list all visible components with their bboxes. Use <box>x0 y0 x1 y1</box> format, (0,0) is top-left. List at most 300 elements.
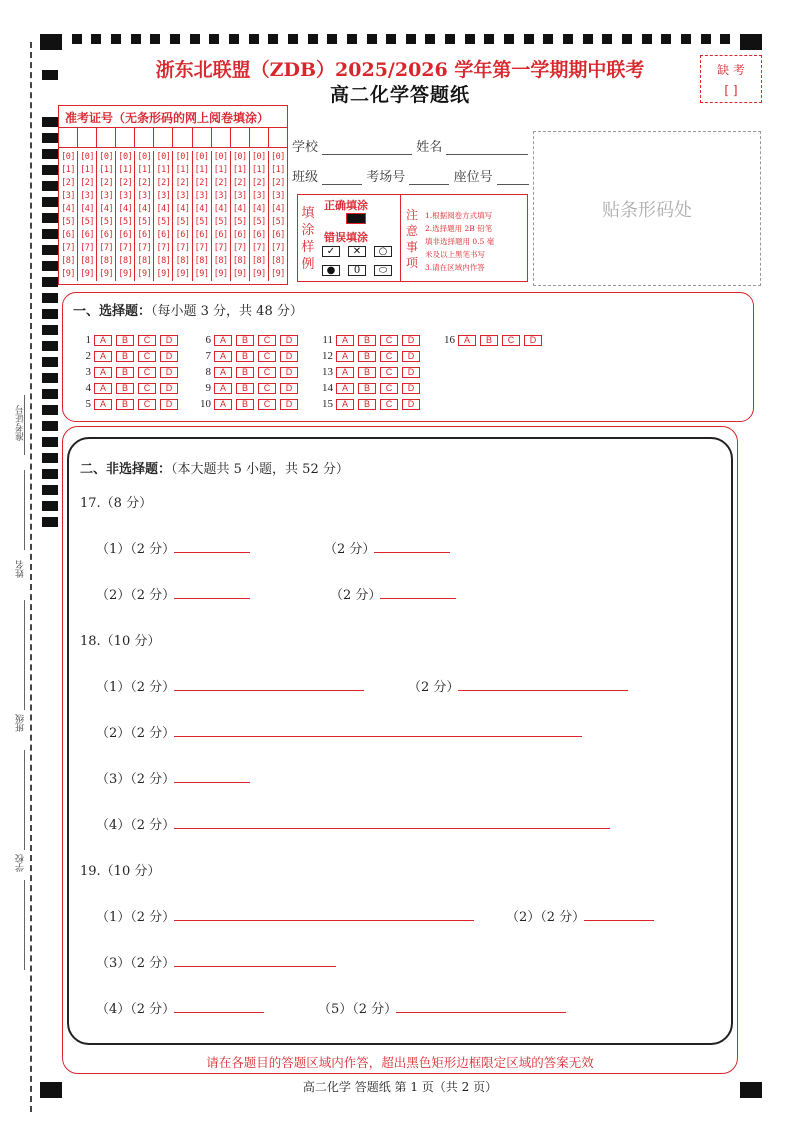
id-digit-bubble[interactable]: [6] <box>194 230 209 240</box>
id-digit-bubble[interactable]: [9] <box>232 269 247 279</box>
id-digit-bubble[interactable]: [0] <box>61 152 75 162</box>
timing-mark <box>504 34 514 44</box>
timing-mark <box>42 453 58 463</box>
id-digit-bubble[interactable]: [9] <box>61 269 75 279</box>
id-digit-bubble[interactable]: [0] <box>194 152 209 162</box>
id-digit-bubble[interactable]: [9] <box>137 269 152 279</box>
mc-option-bubble[interactable]: C <box>138 367 156 378</box>
mc-option-bubble[interactable]: D <box>280 383 298 394</box>
id-digit-column <box>154 151 173 281</box>
mc-option-bubble[interactable]: A <box>94 399 112 410</box>
id-digit-bubble[interactable]: [3] <box>213 191 228 201</box>
mc-option-bubble[interactable]: B <box>116 351 134 362</box>
id-digit-bubble[interactable]: [2] <box>137 178 152 188</box>
id-digit-write-cell[interactable] <box>59 128 78 147</box>
id-digit-bubble[interactable]: [6] <box>99 230 114 240</box>
mc-option-bubble[interactable]: C <box>258 335 276 346</box>
mc-question-row <box>77 382 182 394</box>
q18-part3-answer-line[interactable] <box>174 782 250 783</box>
mc-question-row <box>197 382 302 394</box>
id-digit-bubble[interactable]: [2] <box>251 178 266 188</box>
mc-question-row <box>197 334 302 346</box>
id-digit-write-cell[interactable] <box>135 128 154 147</box>
id-digit-write-cell[interactable] <box>97 128 116 147</box>
school-field[interactable] <box>292 136 528 155</box>
id-digit-bubble[interactable]: [2] <box>61 178 75 188</box>
mc-option-bubble[interactable]: A <box>336 367 354 378</box>
q17-part2b-answer-line[interactable] <box>380 598 456 599</box>
timing-mark <box>602 34 612 44</box>
id-digit-bubble[interactable]: [7] <box>213 243 228 253</box>
candidate-id-label: 准考证号（无条形码的网上阅卷填涂） <box>59 106 287 128</box>
id-digit-column <box>78 151 97 281</box>
id-digit-bubble[interactable]: [8] <box>232 256 247 266</box>
mc-option-bubble[interactable]: A <box>214 383 232 394</box>
id-digit-bubble[interactable]: [1] <box>213 165 228 175</box>
id-digit-bubble[interactable]: [8] <box>175 256 190 266</box>
id-digit-write-cell[interactable] <box>193 128 212 147</box>
mc-option-bubble[interactable]: C <box>138 399 156 410</box>
mc-question-row <box>77 334 182 346</box>
mc-option-bubble[interactable]: C <box>138 335 156 346</box>
notice-items <box>425 209 494 274</box>
mc-question-number: 8 <box>205 366 211 378</box>
timing-mark <box>42 485 58 495</box>
mc-question-row <box>197 350 302 362</box>
timing-mark <box>563 34 573 44</box>
id-digit-bubble[interactable]: [4] <box>156 204 171 214</box>
absent-box[interactable] <box>700 55 762 103</box>
id-digit-bubble[interactable]: [8] <box>61 256 75 266</box>
id-digit-bubble[interactable]: [1] <box>137 165 152 175</box>
timing-mark <box>622 34 632 44</box>
mc-question-number: 10 <box>200 398 211 410</box>
class-field[interactable] <box>292 166 529 185</box>
school-input-line[interactable] <box>322 141 412 155</box>
id-digit-bubble[interactable]: [9] <box>213 269 228 279</box>
mc-question-number: 11 <box>322 334 333 346</box>
id-digit-bubble[interactable]: [0] <box>137 152 152 162</box>
id-digit-bubble[interactable]: [8] <box>137 256 152 266</box>
id-digit-bubble[interactable]: [3] <box>251 191 266 201</box>
id-digit-bubble[interactable]: [3] <box>99 191 114 201</box>
timing-mark <box>42 437 58 447</box>
timing-mark <box>445 34 455 44</box>
mc-option-bubble[interactable]: A <box>94 335 112 346</box>
id-digit-bubble[interactable]: [2] <box>118 178 133 188</box>
multiple-choice-section <box>62 292 754 422</box>
fill-example-label: 填涂样例 <box>301 206 315 272</box>
id-digit-bubble[interactable]: [7] <box>99 243 114 253</box>
timing-mark <box>91 34 101 44</box>
mc-question-number: 2 <box>85 350 91 362</box>
timing-mark <box>42 325 58 335</box>
id-digit-bubble[interactable]: [5] <box>213 217 228 227</box>
id-digit-bubble[interactable]: [9] <box>175 269 190 279</box>
id-digit-bubble[interactable]: [2] <box>175 178 190 188</box>
mc-option-bubble[interactable]: B <box>236 335 254 346</box>
mc-option-bubble[interactable]: A <box>214 399 232 410</box>
timing-mark <box>524 34 534 44</box>
id-digit-bubble[interactable]: [0] <box>99 152 114 162</box>
mc-option-bubble[interactable]: D <box>160 351 178 362</box>
timing-mark <box>42 261 58 271</box>
mc-option-bubble[interactable]: C <box>380 335 398 346</box>
id-digit-bubble[interactable]: [7] <box>251 243 266 253</box>
id-digit-bubble[interactable]: [7] <box>61 243 75 253</box>
barcode-label: 贴条形码处 <box>602 199 692 221</box>
id-digit-bubble[interactable]: [8] <box>270 256 285 266</box>
timing-mark <box>42 341 58 351</box>
id-digit-bubble[interactable]: [2] <box>270 178 285 188</box>
id-digit-bubble[interactable]: [7] <box>118 243 133 253</box>
id-digit-bubble[interactable]: [0] <box>251 152 266 162</box>
q17-part1b-answer-line[interactable] <box>374 552 450 553</box>
id-digit-bubble[interactable]: [9] <box>156 269 171 279</box>
mc-question-number: 3 <box>85 366 91 378</box>
seat-label: 座位号 <box>453 170 493 185</box>
mc-option-bubble[interactable]: D <box>402 399 420 410</box>
id-digit-write-cell[interactable] <box>154 128 173 147</box>
timing-mark <box>190 34 200 44</box>
mc-option-bubble[interactable]: D <box>160 335 178 346</box>
id-digit-bubble[interactable]: [2] <box>213 178 228 188</box>
id-digit-bubble[interactable]: [8] <box>194 256 209 266</box>
id-digit-bubble[interactable]: [8] <box>156 256 171 266</box>
notice-item: 3.请在区域内作答 <box>425 263 485 272</box>
id-digit-bubble[interactable]: [6] <box>80 230 95 240</box>
timing-mark <box>740 34 762 50</box>
id-digit-bubble[interactable]: [5] <box>270 217 285 227</box>
id-digit-bubble[interactable]: [6] <box>156 230 171 240</box>
q18-part2-answer-line[interactable] <box>174 736 582 737</box>
mc-question-number: 16 <box>444 334 455 346</box>
q17-heading: 17.（8 分） <box>80 496 153 511</box>
id-digit-bubble[interactable]: [4] <box>270 204 285 214</box>
class-input-line[interactable] <box>322 171 362 185</box>
id-digit-bubble[interactable]: [1] <box>175 165 190 175</box>
notice-item: 填非选择题用 0.5 毫 <box>425 237 495 246</box>
answer-area-warning: 请在各题目的答题区域内作答，超出黑色矩形边框限定区域的答案无效 <box>206 1055 594 1070</box>
id-digit-bubble[interactable]: [5] <box>194 217 209 227</box>
q19-part5-answer-line[interactable] <box>396 1012 566 1013</box>
mc-option-bubble[interactable]: C <box>380 351 398 362</box>
id-digit-bubble[interactable]: [0] <box>270 152 285 162</box>
mc-option-bubble[interactable]: A <box>94 351 112 362</box>
id-digit-bubble[interactable]: [6] <box>118 230 133 240</box>
id-digit-bubble[interactable]: [2] <box>99 178 114 188</box>
mc-option-bubble[interactable]: B <box>358 399 376 410</box>
id-digit-bubble[interactable]: [4] <box>137 204 152 214</box>
mc-option-bubble[interactable]: A <box>214 335 232 346</box>
id-digit-bubble[interactable]: [7] <box>137 243 152 253</box>
id-digit-bubble[interactable]: [1] <box>80 165 95 175</box>
id-digit-bubble[interactable]: [2] <box>156 178 171 188</box>
mc-option-bubble[interactable]: A <box>458 335 476 346</box>
id-digit-bubble[interactable]: [5] <box>99 217 114 227</box>
id-digit-bubble[interactable]: [0] <box>118 152 133 162</box>
id-digit-bubble[interactable]: [1] <box>99 165 114 175</box>
id-digit-bubble[interactable]: [3] <box>137 191 152 201</box>
mc-option-bubble[interactable]: A <box>94 367 112 378</box>
mc-option-bubble[interactable]: A <box>94 383 112 394</box>
id-digit-bubble[interactable]: [6] <box>270 230 285 240</box>
wrong-mark: ● <box>322 265 340 276</box>
id-digit-bubble[interactable]: [9] <box>99 269 114 279</box>
id-digit-bubble[interactable]: [6] <box>137 230 152 240</box>
id-digit-bubble[interactable]: [0] <box>232 152 247 162</box>
id-digit-bubble[interactable]: [6] <box>213 230 228 240</box>
id-digit-column <box>97 151 116 281</box>
q17-part2-label: （2）（2 分） <box>96 588 176 603</box>
id-digit-bubble[interactable]: [8] <box>118 256 133 266</box>
id-digit-bubble[interactable]: [3] <box>232 191 247 201</box>
name-label: 姓名 <box>416 140 443 155</box>
mc-option-bubble[interactable]: D <box>402 367 420 378</box>
id-digit-column <box>250 151 269 281</box>
id-digit-bubble[interactable]: [6] <box>61 230 75 240</box>
id-digit-bubble[interactable]: [2] <box>232 178 247 188</box>
mc-option-bubble[interactable]: D <box>160 399 178 410</box>
timing-mark <box>720 34 730 44</box>
timing-mark <box>42 389 58 399</box>
id-digit-bubble[interactable]: [4] <box>175 204 190 214</box>
mc-option-bubble[interactable]: C <box>138 351 156 362</box>
mc-option-bubble[interactable]: B <box>236 399 254 410</box>
q17-part1-answer-line[interactable] <box>174 552 250 553</box>
mc-option-bubble[interactable]: C <box>258 351 276 362</box>
id-digit-bubble[interactable]: [4] <box>232 204 247 214</box>
id-digit-bubble[interactable]: [5] <box>175 217 190 227</box>
side-label-school: 学校 <box>16 854 26 872</box>
exam-room-input-line[interactable] <box>409 171 449 185</box>
id-digit-bubble[interactable]: [1] <box>118 165 133 175</box>
mc-option-bubble[interactable]: D <box>402 335 420 346</box>
id-digit-bubble[interactable]: [4] <box>61 204 75 214</box>
id-digit-bubble[interactable]: [5] <box>80 217 95 227</box>
id-digit-bubble[interactable]: [7] <box>232 243 247 253</box>
mc-option-bubble[interactable]: D <box>280 351 298 362</box>
mc-option-bubble[interactable]: C <box>258 367 276 378</box>
id-digit-bubble[interactable]: [9] <box>194 269 209 279</box>
timing-mark <box>170 34 180 44</box>
mc-option-bubble[interactable]: B <box>480 335 498 346</box>
mc-option-bubble[interactable]: D <box>524 335 542 346</box>
wrong-mark: ○ <box>374 246 392 257</box>
id-digit-bubble[interactable]: [1] <box>61 165 75 175</box>
q18-part1b-answer-line[interactable] <box>458 690 628 691</box>
mc-option-bubble[interactable]: A <box>336 351 354 362</box>
mc-question-number: 1 <box>85 334 91 346</box>
name-input-line[interactable] <box>446 141 528 155</box>
mc-option-bubble[interactable]: B <box>116 335 134 346</box>
timing-mark <box>661 34 671 44</box>
mc-option-bubble[interactable]: D <box>160 367 178 378</box>
id-digit-bubble[interactable]: [8] <box>213 256 228 266</box>
mc-option-bubble[interactable]: B <box>358 335 376 346</box>
id-digit-bubble[interactable]: [8] <box>80 256 95 266</box>
q19-part4-answer-line[interactable] <box>174 1012 264 1013</box>
id-digit-bubble[interactable]: [6] <box>251 230 266 240</box>
notice-item: 米及以上黑笔书写 <box>425 250 485 259</box>
id-digit-bubble[interactable]: [8] <box>251 256 266 266</box>
mc-option-bubble[interactable]: B <box>358 383 376 394</box>
mc-option-bubble[interactable]: B <box>236 383 254 394</box>
id-digit-write-cell[interactable] <box>173 128 192 147</box>
q18-part4-label: （4）（2 分） <box>96 818 176 833</box>
id-digit-bubble[interactable]: [7] <box>270 243 285 253</box>
timing-mark <box>484 34 494 44</box>
timing-mark <box>347 34 357 44</box>
id-digit-bubble[interactable]: [7] <box>175 243 190 253</box>
id-digit-bubble[interactable]: [8] <box>99 256 114 266</box>
id-digit-bubble[interactable]: [3] <box>118 191 133 201</box>
id-digit-bubble[interactable]: [5] <box>232 217 247 227</box>
id-digit-bubble[interactable]: [4] <box>99 204 114 214</box>
id-digit-bubble[interactable]: [7] <box>156 243 171 253</box>
mc-option-bubble[interactable]: B <box>358 351 376 362</box>
candidate-id-write-row[interactable] <box>59 128 287 148</box>
id-digit-bubble[interactable]: [7] <box>194 243 209 253</box>
q19-part1-answer-line[interactable] <box>174 920 474 921</box>
section2-heading: 二、非选择题： <box>80 462 172 477</box>
timing-mark <box>42 405 58 415</box>
id-digit-bubble[interactable]: [1] <box>156 165 171 175</box>
id-digit-bubble[interactable]: [3] <box>156 191 171 201</box>
mc-option-bubble[interactable]: D <box>280 367 298 378</box>
id-digit-bubble[interactable]: [7] <box>80 243 95 253</box>
mc-option-bubble[interactable]: B <box>358 367 376 378</box>
id-digit-bubble[interactable]: [1] <box>270 165 285 175</box>
id-digit-bubble[interactable]: [4] <box>213 204 228 214</box>
id-digit-bubble[interactable]: [5] <box>156 217 171 227</box>
id-digit-bubble[interactable]: [3] <box>61 191 75 201</box>
correct-fill-label: 正确填涂 <box>324 199 368 212</box>
timing-mark <box>642 34 652 44</box>
mc-option-bubble[interactable]: C <box>502 335 520 346</box>
id-digit-bubble[interactable]: [0] <box>213 152 228 162</box>
timing-mark <box>42 357 58 367</box>
id-digit-bubble[interactable]: [0] <box>175 152 190 162</box>
q19-part3-answer-line[interactable] <box>174 966 336 967</box>
mc-option-bubble[interactable]: B <box>236 367 254 378</box>
mc-option-bubble[interactable]: B <box>116 367 134 378</box>
mc-option-bubble[interactable]: A <box>214 351 232 362</box>
id-digit-bubble[interactable]: [5] <box>251 217 266 227</box>
id-digit-bubble[interactable]: [3] <box>194 191 209 201</box>
id-digit-bubble[interactable]: [5] <box>61 217 75 227</box>
mc-option-bubble[interactable]: A <box>336 399 354 410</box>
id-digit-write-cell[interactable] <box>116 128 135 147</box>
mc-option-bubble[interactable]: B <box>116 383 134 394</box>
id-digit-bubble[interactable]: [4] <box>118 204 133 214</box>
id-digit-write-cell[interactable] <box>231 128 250 147</box>
id-digit-bubble[interactable]: [4] <box>80 204 95 214</box>
mc-option-bubble[interactable]: A <box>336 383 354 394</box>
id-digit-bubble[interactable]: [6] <box>175 230 190 240</box>
mc-question-row <box>319 382 424 394</box>
id-digit-bubble[interactable]: [0] <box>80 152 95 162</box>
section1-title <box>73 300 303 319</box>
mc-option-bubble[interactable]: C <box>258 399 276 410</box>
q19-part2-answer-line[interactable] <box>584 920 654 921</box>
sheet-title: 高二化学答题纸 <box>329 84 470 106</box>
exam-title: 浙东北联盟（ZDB）2025/2026 学年第一学期期中联考 <box>155 59 645 81</box>
timing-mark <box>229 34 239 44</box>
q18-part1-answer-line[interactable] <box>174 690 364 691</box>
id-digit-bubble[interactable]: [3] <box>175 191 190 201</box>
id-digit-bubble[interactable]: [5] <box>137 217 152 227</box>
timing-mark <box>406 34 416 44</box>
mc-option-bubble[interactable]: D <box>402 383 420 394</box>
q17-part2-answer-line[interactable] <box>174 598 250 599</box>
id-digit-bubble[interactable]: [1] <box>251 165 266 175</box>
id-digit-bubble[interactable]: [4] <box>194 204 209 214</box>
mc-question-number: 6 <box>205 334 211 346</box>
side-label-id: 准考证号 <box>16 405 26 441</box>
id-digit-write-cell[interactable] <box>212 128 231 147</box>
side-label-name: 姓名 <box>16 560 26 578</box>
id-digit-write-cell[interactable] <box>250 128 269 147</box>
mc-option-bubble[interactable]: D <box>280 399 298 410</box>
mc-option-bubble[interactable]: C <box>380 383 398 394</box>
id-digit-bubble[interactable]: [0] <box>156 152 171 162</box>
mc-option-bubble[interactable]: C <box>258 383 276 394</box>
seat-input-line[interactable] <box>497 171 529 185</box>
id-digit-bubble[interactable]: [9] <box>270 269 285 279</box>
mc-option-bubble[interactable]: B <box>116 399 134 410</box>
id-digit-bubble[interactable]: [6] <box>232 230 247 240</box>
mc-question-row <box>319 398 424 410</box>
timing-mark <box>425 34 435 44</box>
timing-mark <box>701 34 711 44</box>
id-digit-bubble[interactable]: [1] <box>194 165 209 175</box>
mc-option-bubble[interactable]: C <box>138 383 156 394</box>
id-digit-column <box>193 151 212 281</box>
section1-note: （每小题 3 分，共 48 分） <box>151 304 303 319</box>
id-digit-bubble[interactable]: [3] <box>270 191 285 201</box>
id-digit-bubble[interactable]: [3] <box>80 191 95 201</box>
mc-question-row <box>319 350 424 362</box>
q18-part2-label: （2）（2 分） <box>96 726 176 741</box>
mc-option-bubble[interactable]: D <box>402 351 420 362</box>
mc-option-bubble[interactable]: B <box>236 351 254 362</box>
q18-part1-label: （1）（2 分） <box>96 680 176 695</box>
id-digit-bubble[interactable]: [9] <box>251 269 266 279</box>
id-digit-write-cell[interactable] <box>78 128 97 147</box>
id-digit-bubble[interactable]: [9] <box>80 269 95 279</box>
id-digit-bubble[interactable]: [2] <box>80 178 95 188</box>
id-digit-write-cell[interactable] <box>269 128 287 147</box>
id-digit-bubble[interactable]: [2] <box>194 178 209 188</box>
wrong-mark: ✕ <box>348 246 366 257</box>
fill-example-box <box>297 194 401 282</box>
mc-option-bubble[interactable]: A <box>214 367 232 378</box>
q18-part4-answer-line[interactable] <box>174 828 610 829</box>
mc-option-bubble[interactable]: A <box>336 335 354 346</box>
candidate-id-box <box>58 105 288 285</box>
exam-room-label: 考场号 <box>366 170 406 185</box>
timing-mark <box>42 517 58 527</box>
mc-option-bubble[interactable]: D <box>280 335 298 346</box>
id-digit-bubble[interactable]: [5] <box>118 217 133 227</box>
mc-option-bubble[interactable]: D <box>160 383 178 394</box>
mc-option-bubble[interactable]: C <box>380 367 398 378</box>
mc-option-bubble[interactable]: C <box>380 399 398 410</box>
id-digit-bubble[interactable]: [9] <box>118 269 133 279</box>
id-digit-bubble[interactable]: [1] <box>232 165 247 175</box>
id-digit-bubble[interactable]: [4] <box>251 204 266 214</box>
